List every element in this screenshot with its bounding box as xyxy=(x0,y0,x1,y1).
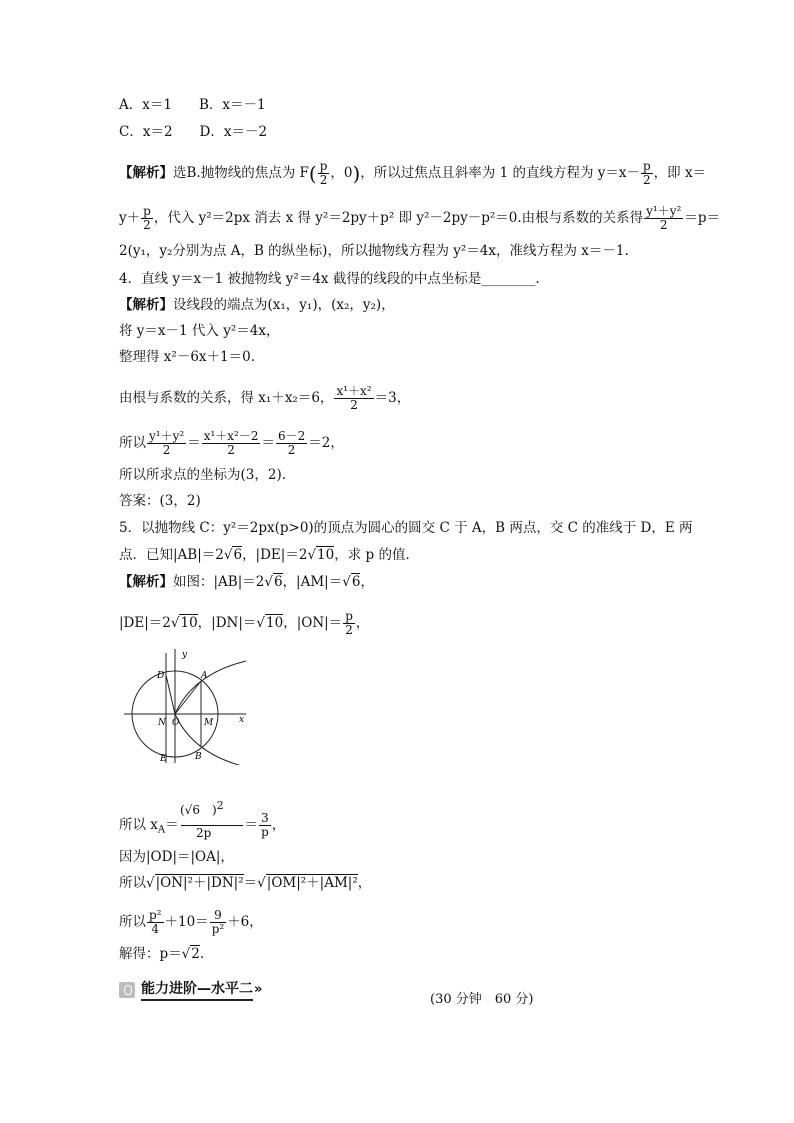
fraction: $\frac{6-2}{2}$ xyxy=(277,429,306,457)
section-title: 能力进阶—水平二 xyxy=(141,978,253,1001)
fraction: $\frac{\text{x¹＋x²－2}}{2}$ xyxy=(203,429,259,457)
label-b: B xyxy=(195,752,202,762)
q5-analysis-line-6: 所以 $\frac{\text{p²}}{4}$ ＋10＝ $\frac{9}{\text{p²}}$ ＋6， xyxy=(119,908,263,936)
q4-analysis-line-2: 将 y＝x－1 代入 y²＝4x， xyxy=(119,323,280,339)
q3-analysis-line-1: 【解析】选B.抛物线的焦点为 F( $\frac{p}{2}$ ，0)，所以过焦点且斜率为 1 的直线方程为 y＝x－ $\frac{p}{2}$ ，即 x＝ xyxy=(119,159,707,187)
radical: √ 10 xyxy=(171,614,198,631)
q5-analysis-line-1: 【解析】如图：|AB|＝2√ 6，|AM|＝√ 6， xyxy=(119,573,374,591)
q4-question: 4．直线 y＝x－1 被抛物线 y²＝4x 截得的线段的中点坐标是________. xyxy=(119,271,540,287)
label-a: A xyxy=(201,671,208,681)
xa-denominator: 2p xyxy=(196,826,212,840)
label-e: E xyxy=(160,754,167,764)
radical: √ 10 xyxy=(307,546,334,563)
radical: √ 6 xyxy=(264,573,282,590)
label-n: N xyxy=(158,718,166,728)
label-o: O xyxy=(172,718,180,728)
q5-question-line-2: 点．已知|AB|＝2√ 6，|DE|＝2√ 10，求 p 的值． xyxy=(119,546,419,564)
option-line-1: A．x＝1 B．x＝－1 xyxy=(119,97,266,113)
xa-numerator: (√6 )$^2$ xyxy=(180,799,224,817)
q5-question-line-1: 5．以抛物线 C：y²＝2px(p>0)的顶点为圆心的圆交 C 于 A，B 两点，交 C 的准线于 D，E 两 xyxy=(119,520,693,536)
double-chevron-icon: » xyxy=(254,982,263,997)
radical: √ |ON|²＋|DN|² xyxy=(146,874,244,891)
fraction: $\frac{3}{p}$ xyxy=(261,811,269,839)
analysis-tag: 【解析】 xyxy=(119,297,173,313)
section-header xyxy=(119,978,262,1001)
option-line-2: C．x＝2 D．x＝－2 xyxy=(119,124,268,140)
q4-answer: 答案：(3，2) xyxy=(119,493,201,509)
q4-analysis-line-6: 所以所求点的坐标为(3，2). xyxy=(119,467,287,483)
radical: √ 10 xyxy=(256,614,283,631)
fraction: $\frac{\text{y¹＋y²}}{2}$ xyxy=(149,429,185,457)
fraction: $\frac{p}{2}$ xyxy=(319,159,328,187)
label-d: D xyxy=(157,671,165,681)
fraction: $\frac{p}{2}$ xyxy=(642,159,651,187)
q5-analysis-line-4: 因为|OD|＝|OA|， xyxy=(119,849,234,865)
q5-analysis-line-5: 所以√ |ON|²＋|DN|²＝√ |OM|²＋|AM|²， xyxy=(119,874,371,892)
label-x: x xyxy=(239,715,245,725)
fraction: $\frac{p}{2}$ xyxy=(143,204,151,232)
label-y: y xyxy=(182,650,188,660)
lightbulb-icon xyxy=(119,982,135,998)
radical: √ |OM|²＋|AM|² xyxy=(257,874,358,891)
segment-od xyxy=(166,675,175,714)
radical: √ 6 xyxy=(342,573,360,590)
parabola-circle-figure xyxy=(122,645,252,765)
time-score-note: (30 分钟 60 分) xyxy=(430,992,534,1007)
q5-analysis-line-2: |DE|＝2√ 10，|DN|＝√ 10，|ON|＝ $\frac{p}{2}$ ， xyxy=(119,610,369,637)
label-m: M xyxy=(204,718,214,728)
q5-analysis-line-7: 解得：p＝√ 2. xyxy=(119,945,204,963)
q4-analysis-line-5: 所以 $\frac{\text{y¹＋y²}}{2}$ ＝ $\frac{\text{x¹＋x²－2}}{2}$ ＝ $\frac{6-2}{2}$ ＝2， xyxy=(119,429,344,457)
fraction: $\frac{9}{\text{p²}}$ xyxy=(211,908,225,936)
q3-analysis-line-2: y＋ $\frac{p}{2}$ ，代入 y²＝2px 消去 x 得 y²＝2py＋p² 即 y²－2py－p²＝0.由根与系数的关系得 $\frac{\text{y¹＋y²}}{2}$ ＝p＝ xyxy=(119,204,720,232)
radical: √ 2 xyxy=(182,945,200,962)
q5-analysis-line-3: 所以 $x_A=$ ＝ $\frac{3}{p}$ ， xyxy=(119,811,286,839)
q4-analysis-line-3: 整理得 x²－6x＋1＝0. xyxy=(119,349,255,365)
analysis-tag: 【解析】 xyxy=(119,574,173,590)
fraction: $\frac{\text{p²}}{4}$ xyxy=(149,908,162,936)
fraction: $\frac{p}{2}$ xyxy=(345,609,353,637)
fraction: $\frac{\text{y¹＋y²}}{2}$ xyxy=(646,204,682,232)
q4-analysis-line-4: 由根与系数的关系，得 x₁＋x₂＝6， $\frac{\text{x¹＋x²}}{2}$ ＝3， xyxy=(119,384,411,412)
q3-analysis-line-3: 2(y₁，y₂分别为点 A，B 的纵坐标)，所以抛物线方程为 y²＝4x，准线方程为 x＝－1. xyxy=(119,243,629,259)
segment-oa xyxy=(175,681,201,714)
radical: √ 6 xyxy=(224,546,242,563)
parabola-upper xyxy=(175,661,246,714)
fraction: $\frac{\text{x¹＋x²}}{2}$ xyxy=(336,384,372,412)
q4-analysis-line-1: 【解析】设线段的端点为(x₁，y₁)，(x₂，y₂)， xyxy=(119,297,395,313)
analysis-tag: 【解析】 xyxy=(119,165,173,181)
